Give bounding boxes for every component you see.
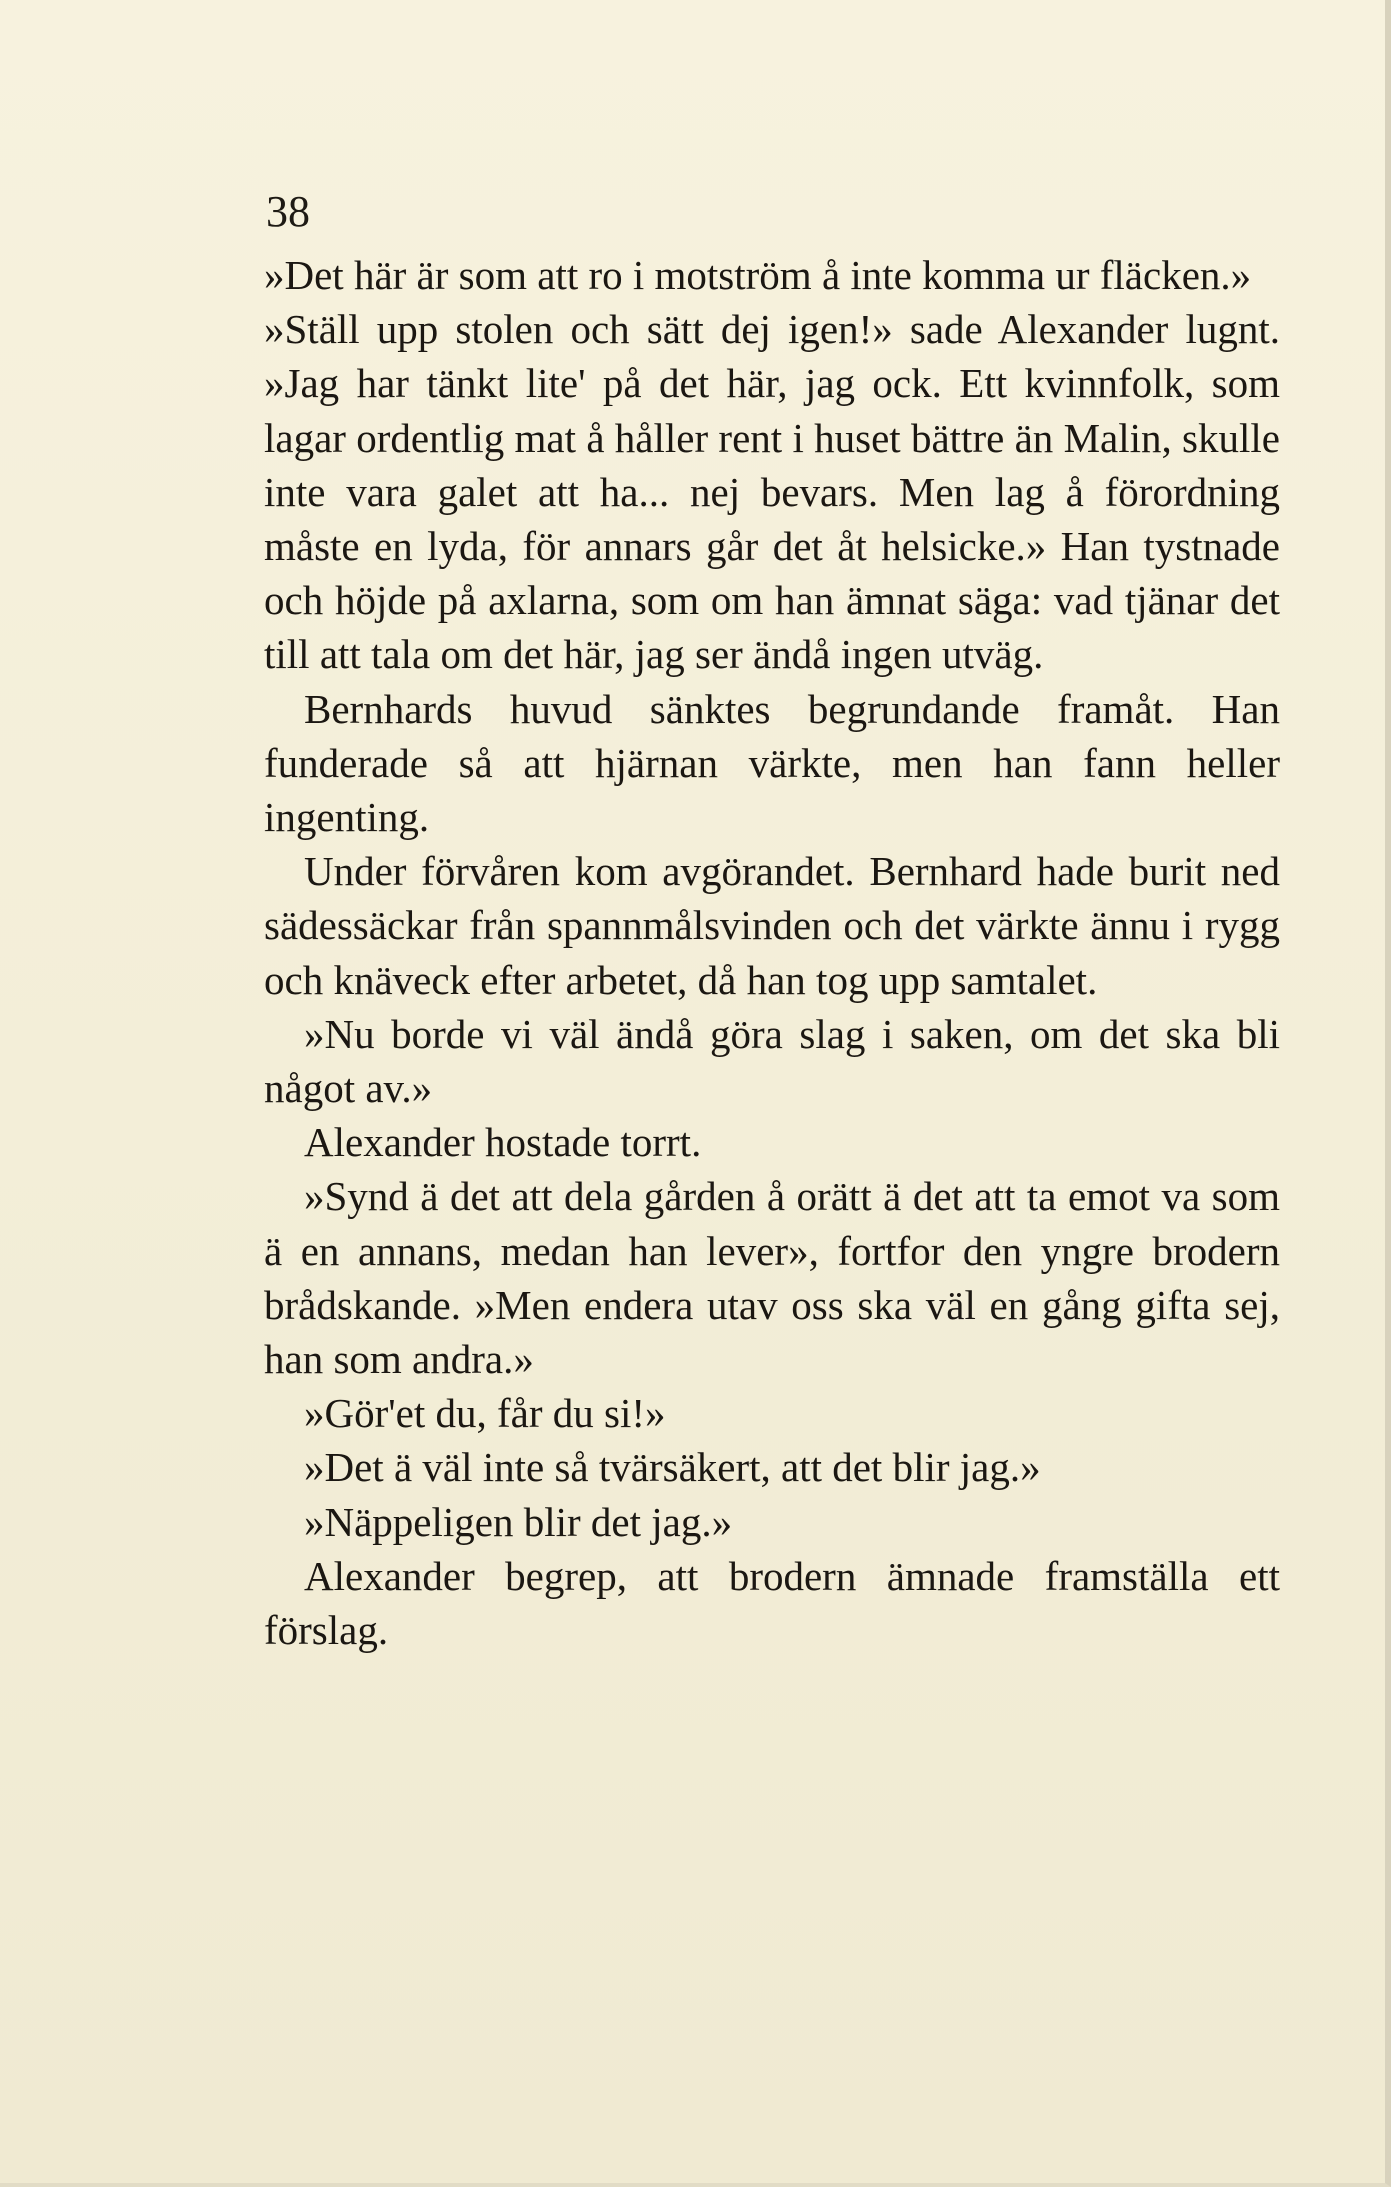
paragraph: Bernhards huvud sänktes begrundande framåt. Han funderade så att hjärnan värkte, men han fann heller ingenting. (264, 685, 1280, 841)
paragraph: »Näppeligen blir det jag.» (304, 1498, 733, 1545)
paragraph: »Det ä väl inte så tvärsäkert, att det blir jag.» (304, 1444, 1041, 1491)
paragraph: Alexander begrep, att brodern ämnade framställa ett förslag. (264, 1552, 1280, 1654)
paragraph: Alexander hostade torrt. (304, 1119, 702, 1166)
paragraph: »Ställ upp stolen och sätt dej igen!» sade Alexander lugnt. »Jag har tänkt lite' på det här, jag ock. Ett kvinnfolk, som lagar ordentlig mat å håller rent i huset bättre än Malin, skulle inte vara galet att ha... nej bevars. Men lag å förordning måste en lyda, för annars går det åt helsicke.» Han tystnade och höjde på axlarna, som om han ämnat säga: vad tjänar det till att tala om det här, jag ser ändå ingen utväg. (264, 306, 1280, 678)
paragraph: Under förvåren kom avgörandet. Bernhard hade burit ned sädessäckar från spannmålsvinden och det värkte ännu i rygg och knäveck efter arbetet, då han tog upp samtalet. (264, 848, 1280, 1003)
paragraph: »Nu borde vi väl ändå göra slag i saken, om det ska bli något av.» (264, 1010, 1280, 1112)
paragraph: »Det här är som att ro i motström å inte komma ur fläcken.» (264, 252, 1252, 298)
page-text (264, 248, 1280, 1657)
paragraph: »Gör'et du, får du si!» (304, 1390, 666, 1437)
paragraph: »Synd ä det att dela gården å orätt ä det att ta emot va som ä en annans, medan han lever», fortfor den yngre brodern brådskande. »Men endera utav oss ska väl en gång gifta sej, han som andra.» (264, 1173, 1280, 1383)
page-number: 38 (266, 187, 310, 236)
